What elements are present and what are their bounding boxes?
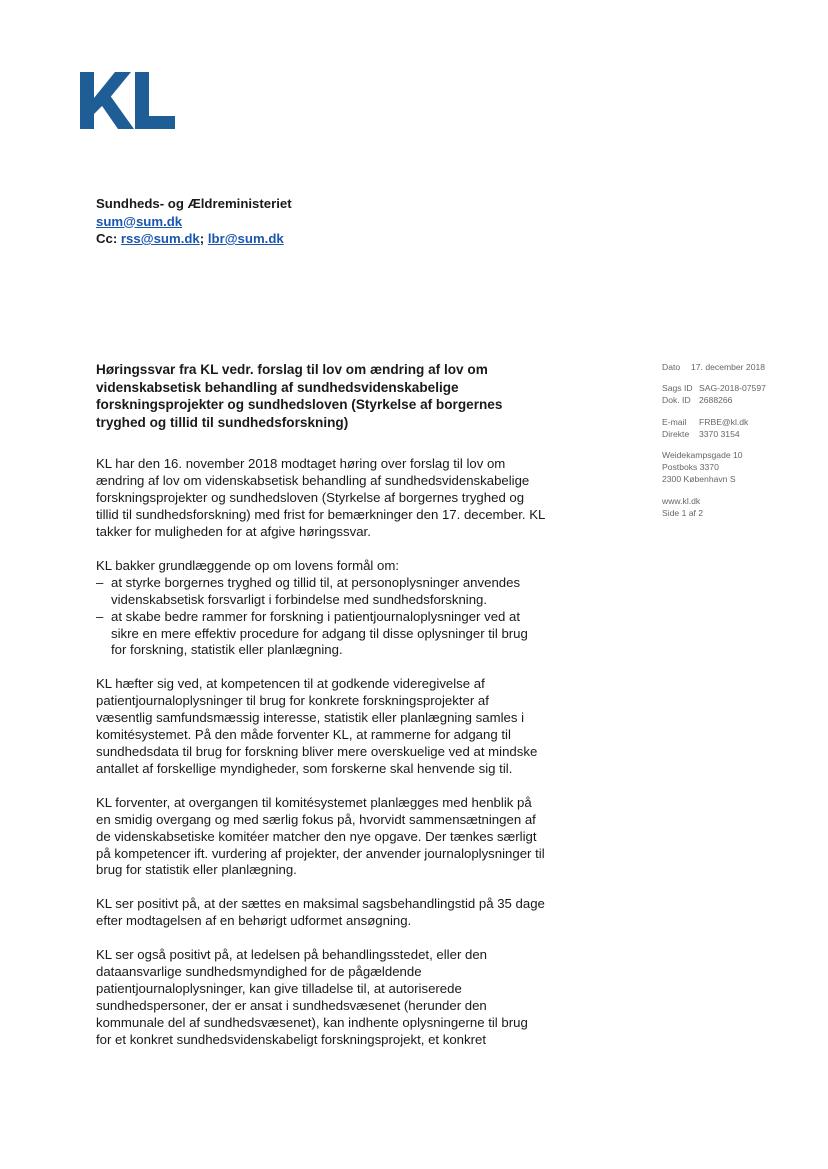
bullet-dash: –: [96, 574, 104, 590]
website[interactable]: www.kl.dk: [662, 495, 701, 506]
paragraph-6: KL ser også positivt på, at ledelsen på behandlingsstedet, eller den dataansvarlige sundhedsmyndighed for de pågældende patientjournaloplysninger, kan give tilladelse til, at autoriserede sundhedspersoner, der er ansat i sundhedsvæsenet (herunder den kommunale del af sundhedsvæsenet), kan indhente oplysningerne til brug for et konkret sundhedsvidenskabeligt forskningsprojekt, et konkret: [96, 947, 528, 1047]
bullet-text-1: at styrke borgernes tryghed og tillid til, at personoplysninger anvendes videnskabsetisk forsvarligt i forbindelse med sundhedsforskning.: [111, 574, 521, 607]
kl-logo-graphic: [80, 72, 176, 132]
address-line-3: 2300 København S: [662, 474, 736, 485]
purpose-list: [96, 575, 546, 660]
direkte-label: Direkte: [662, 428, 690, 439]
bullet-dash: –: [96, 608, 104, 624]
email-label: E-mail: [662, 416, 687, 427]
recipient-email-link[interactable]: sum@sum.dk: [96, 213, 183, 229]
direkte-value: 3370 3154: [699, 428, 740, 439]
letter-title: Høringssvar fra KL vedr. forslag til lov om ændring af lov om videnskabsetisk behandling af sundhedsvidenskabelige forskningsprojekter og sundhedsloven (Styrkelse af borgernes tryghed og tillid til sundhedsforskning): [96, 362, 503, 430]
sags-id-label: Sags ID: [662, 383, 693, 394]
recipient-name: Sundheds- og Ældreministeriet: [96, 196, 292, 211]
bullet-text-2: at skabe bedre rammer for forskning i patientjournaloplysninger ved at sikre en mere effektiv procedure for adgang til disse oplysninger til brug for forskning, statistik eller planlægning.: [111, 608, 528, 658]
cc-email-link-1[interactable]: rss@sum.dk: [120, 231, 200, 246]
address-line-1: Weidekampsgade 10: [662, 450, 743, 461]
paragraph-2-intro: KL bakker grundlæggende op om lovens formål om:: [96, 557, 399, 573]
page-number: Side 1 af 2: [662, 507, 704, 518]
letter-body: [96, 361, 546, 1066]
document-meta: [662, 361, 822, 528]
cc-line: [96, 230, 292, 248]
dato-label: Dato: [662, 362, 681, 372]
kl-logo: [80, 72, 176, 132]
list-item: [96, 609, 546, 660]
address-line-2: Postboks 3370: [662, 462, 719, 473]
dok-id-label: Dok. ID: [662, 395, 691, 406]
list-item: [96, 575, 546, 609]
dok-id-value: 2688266: [699, 395, 733, 406]
paragraph-4: KL forventer, at overgangen til komitésystemet planlægges med henblik på en smidig overgang og med særlig fokus på, hvorvidt sammensætningen af de videnskabsetiske komitéer matcher den nye opgave. Der tænkes særligt på kompetencer ift. vurdering af projekter, der anvender journaloplysninger til brug for statistik eller planlægning.: [96, 794, 545, 878]
recipient-block: [96, 195, 292, 248]
paragraph-5: KL ser positivt på, at der sættes en maksimal sagsbehandlingstid på 35 dage efter modtagelsen af en behørigt udformet ansøgning.: [96, 896, 545, 929]
cc-email-link-2[interactable]: lbr@sum.dk: [207, 231, 284, 246]
paragraph-3: KL hæfter sig ved, at kompetencen til at godkende videregivelse af patientjournaloplysninger til brug for konkrete forskningsprojekter af væsentlig samfundsmæssig interesse, statistik eller planlægning samles i komitésystemet. På den måde forventer KL, at rammerne for adgang til sundhedsdata til brug for forskning bliver mere overskuelige ved at mindske antallet af forskellige myndigheder, som forskerne skal henvende sig til.: [96, 676, 538, 776]
paragraph-1: KL har den 16. november 2018 modtaget høring over forslag til lov om ændring af lov om videnskabsetisk behandling af sundhedsvidenskabelige forskningsprojekter og sundhedsloven (Styrkelse af borgernes tryghed og tillid til sundhedsforskning) med frist for bemærkninger den 17. december. KL takker for muligheden for at afgive høringssvar.: [96, 456, 545, 539]
cc-label: Cc:: [96, 231, 118, 246]
cc-separator: ;: [199, 231, 205, 246]
email-value[interactable]: FRBE@kl.dk: [699, 416, 749, 427]
sags-id-value: SAG-2018-07597: [699, 383, 766, 394]
dato-value: 17. december 2018: [691, 362, 766, 372]
